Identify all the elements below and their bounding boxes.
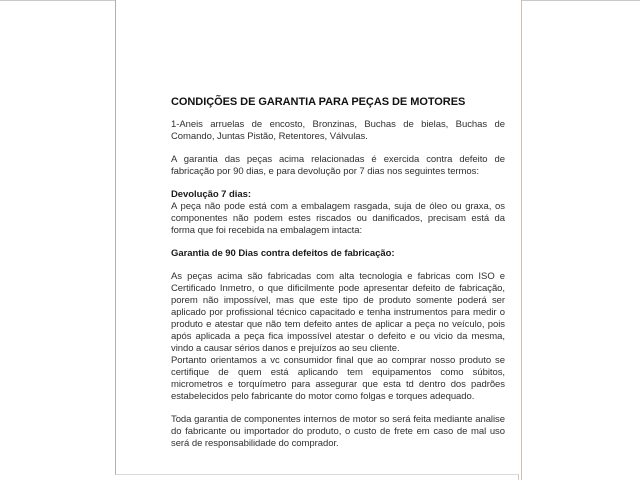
section-garantia-90-body <box>171 271 505 403</box>
heading-devolucao-7-dias: Devolução 7 dias: <box>171 189 251 200</box>
paragraph-products-list: 1-Aneis arruelas de encosto, Bronzinas, Buchas de bielas, Buchas de Comando, Juntas Pistão, Retentores, Válvulas. <box>171 119 505 142</box>
document-title: CONDIÇÕES DE GARANTIA PARA PEÇAS DE MOTORES <box>171 96 466 108</box>
paragraph-devolucao-body: A peça não pode está com a embalagem rasgada, suja de óleo ou graxa, os componentes não podem estes riscados ou danificados, precisam está da forma que foi recebida na embalagem intacta: <box>171 201 505 236</box>
document-page <box>115 0 519 475</box>
paragraph-garantia90-part2: Portanto orientamos a vc consumidor final que ao comprar nosso produto se certifique de quem está aplicando tem equipamentos como súbitos, micrometros e torquímetro para assegurar que esta td dentro dos padrões estabelecidos pelo fabricante do motor como folgas e torques adequado. <box>171 355 505 402</box>
paragraph-warranty-intro: A garantia das peças acima relacionadas é exercida contra defeito de fabricação por 90 dias, e para devolução por 7 dias nos seguintes termos: <box>171 154 505 177</box>
paragraph-garantia90-part1: As peças acima são fabricadas com alta tecnologia e fabricas com ISO e Certificado Inmetro, o que dificilmente pode apresentar defeito de fabricação, porem não impossível, mas que este tipo de produto somente poderá ser aplicado por profissional técnico capacitado e tenha instrumentos para medir o produto e atestar que não tem defeito antes de aplicar a peça no veículo, pois após aplicada a peça fica impossível atestar o defeito e ou vicio da mesma, vindo a causar sérios danos e prejuízos ao seu cliente. <box>171 271 505 354</box>
heading-garantia-90-dias: Garantia de 90 Dias contra defeitos de fabricação: <box>171 248 395 259</box>
document-content <box>171 96 505 461</box>
paragraph-final-notice: Toda garantia de componentes internos de motor so será feita mediante analise do fabricante ou importador do produto, o custo de frete em caso de mal uso será de responsabilidade do comprador. <box>171 414 505 449</box>
section-devolucao <box>171 189 505 237</box>
